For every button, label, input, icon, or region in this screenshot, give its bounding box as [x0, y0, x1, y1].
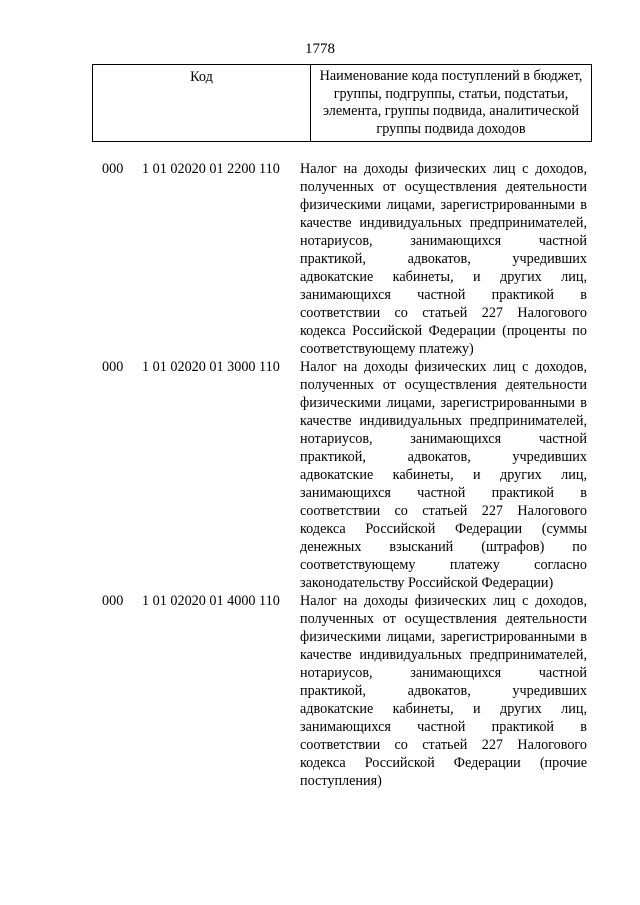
table-row	[0, 592, 640, 790]
admin-group-code: 000	[102, 359, 124, 375]
table-row	[0, 160, 640, 358]
income-code: 1 01 02020 01 4000 110	[142, 593, 280, 609]
income-code-name: Налог на доходы физических лиц с доходов, полученных от осуществления деятельности физическими лицами, зарегистрированными в качестве индивидуальных предпринимателей, нотариусов, занимающихся частной практикой, адвокатов, учредивших адвокатские кабинеты, и других лиц, занимающихся частной практикой в соответствии со статьей 227 Налогового кодекса Российской Федерации (суммы денежных взысканий (штрафов) по соответствующему платежу согласно законодательству Российской Федерации)	[300, 359, 587, 591]
income-code: 1 01 02020 01 3000 110	[142, 359, 280, 375]
admin-group-code: 000	[102, 161, 124, 177]
table-row	[0, 358, 640, 592]
table-header	[92, 64, 592, 142]
income-code-name: Налог на доходы физических лиц с доходов, полученных от осуществления деятельности физическими лицами, зарегистрированными в качестве индивидуальных предпринимателей, нотариусов, занимающихся частной практикой, адвокатов, учредивших адвокатские кабинеты, и других лиц, занимающихся частной практикой в соответствии со статьей 227 Налогового кодекса Российской Федерации (прочие поступления)	[300, 593, 587, 789]
admin-group-code: 000	[102, 593, 124, 609]
income-code-name: Налог на доходы физических лиц с доходов, полученных от осуществления деятельности физическими лицами, зарегистрированными в качестве индивидуальных предпринимателей, нотариусов, занимающихся частной практикой, адвокатов, учредивших адвокатские кабинеты, и других лиц, занимающихся частной практикой в соответствии со статьей 227 Налогового кодекса Российской Федерации (проценты по соответствующему платежу)	[300, 161, 587, 357]
code-column-header: Код	[93, 65, 311, 142]
income-code-list	[0, 160, 640, 790]
income-code: 1 01 02020 01 2200 110	[142, 161, 280, 177]
page-number: 1778	[305, 41, 335, 57]
name-column-header: Наименование кода поступлений в бюджет, группы, подгруппы, статьи, подстатьи, элемента, группы подвида, аналитической группы подвида доходов	[311, 65, 592, 142]
